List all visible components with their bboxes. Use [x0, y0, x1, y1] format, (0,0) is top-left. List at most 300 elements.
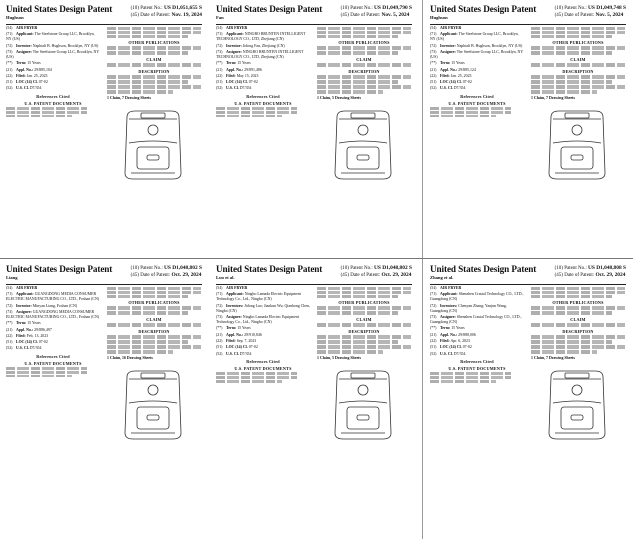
- air-fryer-icon: [531, 363, 623, 445]
- patent-date-label: (45) Date of Patent:: [340, 13, 381, 18]
- patent-meta: [555, 5, 626, 19]
- patent-date: Nov. 19, 2024: [171, 12, 202, 18]
- patent-left-column: [430, 26, 524, 119]
- field-label: Assignee:: [16, 309, 32, 314]
- patent-number-label: (10) Patent No.:: [340, 6, 373, 11]
- reference-list: [430, 372, 524, 382]
- bibliographic-field: [6, 286, 100, 291]
- bibliographic-field: [430, 315, 524, 325]
- patent-meta: [131, 265, 202, 279]
- patent-brand: United States Design Patent: [430, 4, 537, 14]
- reference-line: [317, 31, 411, 34]
- bibliographic-field: [430, 32, 524, 42]
- field-label: Filed:: [440, 338, 450, 343]
- field-label: Term:: [226, 326, 237, 331]
- text-line: [107, 46, 201, 49]
- bibliographic-field: [430, 304, 524, 314]
- text-line: [317, 345, 411, 348]
- field-label: U.S. Cl.: [16, 346, 29, 351]
- field-label: Assignee:: [16, 49, 32, 54]
- bibliographic-field: [430, 352, 524, 357]
- patent-front-page-p6: [430, 264, 626, 514]
- patent-date: Oct. 29, 2024: [381, 272, 412, 278]
- field-label: Appl. No.:: [226, 332, 244, 337]
- row-divider: [0, 258, 633, 259]
- bibliographic-field: [6, 44, 100, 49]
- field-code: (21): [430, 332, 437, 337]
- patent-front-page-p1: [6, 4, 202, 254]
- reference-list: [6, 367, 100, 377]
- field-code: (51): [430, 345, 437, 350]
- reference-line: [317, 287, 411, 290]
- text-line: [107, 85, 201, 88]
- reference-line: [216, 380, 282, 383]
- bibliographic-field: [430, 80, 524, 85]
- claims-summary: 1 Claim, 7 Drawing Sheets: [107, 95, 151, 100]
- bibliographic-field: [216, 44, 310, 49]
- text-line: [531, 51, 612, 54]
- field-value: 29/885,124: [458, 67, 476, 72]
- field-code: (72): [430, 43, 437, 48]
- bibliographic-field: [6, 340, 100, 345]
- bibliographic-field: [216, 292, 310, 302]
- bibliographic-field: [6, 74, 100, 79]
- field-value: 29/910,846: [244, 332, 262, 337]
- bibliographic-fields: [430, 286, 524, 357]
- bibliographic-field: [430, 74, 524, 79]
- field-label: AIR FRYER: [440, 26, 462, 30]
- claim-heading: CLAIM: [146, 316, 162, 322]
- field-label: U.S. Cl.: [440, 351, 453, 356]
- patent-brand: United States Design Patent: [216, 4, 323, 14]
- claim-heading: CLAIM: [146, 56, 162, 62]
- patent-brand: United States Design Patent: [430, 264, 537, 274]
- field-code: (72): [6, 43, 13, 48]
- description-heading: DESCRIPTION: [138, 328, 170, 334]
- other-publications-heading: OTHER PUBLICATIONS: [128, 299, 180, 305]
- patent-right-column: [317, 286, 411, 445]
- reference-line: [6, 367, 87, 370]
- field-code: (22): [6, 333, 13, 338]
- patent-date-label: (45) Date of Patent:: [554, 13, 595, 18]
- field-value: 07-02: [38, 340, 48, 345]
- field-label: LOC (14) Cl.: [226, 80, 248, 85]
- patent-header: [216, 4, 412, 25]
- field-label: Appl. No.:: [16, 67, 34, 72]
- field-code: (73): [430, 49, 437, 54]
- text-line: [107, 311, 188, 314]
- field-value: The Steelstone Group LLC, Brooklyn, NY (US): [6, 32, 95, 42]
- bibliographic-field: [430, 339, 524, 344]
- field-value: NINGBO BRUNTEN INTELLIGENT TECHNOLOGY CO., LTD, Zhejiang (CN): [216, 49, 304, 60]
- field-label: Appl. No.:: [16, 327, 34, 332]
- text-line: [317, 90, 383, 93]
- reference-line: [531, 31, 625, 34]
- patent-right-column: [107, 286, 201, 445]
- patent-left-column: [216, 286, 310, 384]
- bibliographic-field: [6, 321, 100, 326]
- bibliographic-field: [216, 352, 310, 357]
- patent-body: [216, 26, 412, 254]
- claim-heading: CLAIM: [570, 56, 586, 62]
- text-line: [531, 323, 625, 326]
- field-code: (54): [6, 26, 13, 30]
- text-line: [317, 311, 398, 314]
- field-label: AIR FRYER: [226, 286, 248, 290]
- air-fryer-icon: [317, 363, 409, 445]
- field-label: Applicant:: [440, 32, 458, 37]
- field-value: 15 Years: [27, 321, 41, 326]
- description-heading: DESCRIPTION: [348, 68, 380, 74]
- field-value: D7/354: [239, 86, 252, 91]
- bibliographic-field: [216, 286, 310, 291]
- field-value: 29/891,486: [244, 67, 262, 72]
- bibliographic-fields: [430, 26, 524, 92]
- field-label: Inventor:: [16, 303, 32, 308]
- field-label: AIR FRYER: [16, 26, 38, 30]
- bibliographic-fields: [216, 26, 310, 92]
- field-label: U.S. Cl.: [16, 86, 29, 91]
- field-label: Term:: [440, 61, 451, 66]
- field-code: (71): [6, 32, 13, 37]
- field-code: (73): [6, 309, 13, 314]
- patent-right-column: [531, 26, 625, 185]
- field-code: (73): [6, 49, 13, 54]
- field-label: Assignee:: [440, 315, 456, 320]
- text-line: [531, 46, 625, 49]
- references-heading: References Cited: [246, 358, 280, 364]
- reference-line: [430, 107, 511, 110]
- text-line: [531, 63, 625, 66]
- patent-left-column: [216, 26, 310, 119]
- air-fryer-icon: [531, 103, 623, 185]
- patent-body: [430, 286, 626, 514]
- text-line: [317, 335, 411, 338]
- field-value: 07-02: [248, 345, 258, 350]
- field-code: (51): [216, 345, 223, 350]
- bibliographic-field: [430, 44, 524, 49]
- reference-line: [107, 27, 201, 30]
- patent-number-label: (10) Patent No.:: [554, 6, 587, 11]
- bibliographic-fields: [216, 286, 310, 357]
- field-code: (52): [216, 86, 223, 91]
- bibliographic-field: [430, 333, 524, 338]
- field-value: D7/354: [29, 86, 42, 91]
- field-label: Appl. No.:: [226, 67, 244, 72]
- field-value: Ningbo Lamada Electric Equipment Technology Co., Ltd., Ningbo (CN): [216, 315, 300, 325]
- reference-line: [531, 287, 625, 290]
- patent-right-column: [317, 26, 411, 185]
- reference-line: [317, 27, 411, 30]
- field-code: (51): [216, 80, 223, 85]
- reference-list-continued: [531, 287, 625, 297]
- bibliographic-field: [6, 61, 100, 66]
- field-value: D7/354: [239, 351, 252, 356]
- patent-date-label: (45) Date of Patent:: [554, 273, 595, 278]
- bibliographic-field: [6, 32, 100, 42]
- field-code: (71): [430, 292, 437, 297]
- bibliographic-field: [216, 61, 310, 66]
- bibliographic-field: [216, 32, 310, 42]
- field-label: AIR FRYER: [440, 286, 462, 290]
- field-code: (21): [216, 332, 223, 337]
- patent-number: US D1,049,790 S: [373, 5, 412, 11]
- patent-number-label: (10) Patent No.:: [130, 6, 163, 11]
- bibliographic-field: [216, 315, 310, 325]
- text-line: [107, 335, 201, 338]
- field-code: (**): [430, 61, 437, 66]
- field-code: (**): [6, 61, 13, 66]
- other-publications-heading: OTHER PUBLICATIONS: [338, 39, 390, 45]
- field-label: Applicant:: [440, 292, 458, 297]
- field-code: (54): [216, 286, 223, 290]
- bibliographic-field: [430, 326, 524, 331]
- text-line: [531, 80, 612, 83]
- references-heading: References Cited: [36, 93, 70, 99]
- patent-number-label: (10) Patent No.:: [340, 266, 373, 271]
- text-line: [107, 350, 173, 353]
- field-label: Appl. No.:: [440, 67, 458, 72]
- patent-body: [216, 286, 412, 514]
- reference-line: [531, 291, 625, 294]
- bibliographic-field: [6, 310, 100, 320]
- field-label: Appl. No.:: [440, 332, 458, 337]
- field-code: (73): [430, 315, 437, 320]
- field-value: Shenzhen Crastal Technology CO., LTD., Guangdong (CN): [430, 315, 522, 325]
- text-line: [107, 63, 201, 66]
- references-heading: References Cited: [460, 358, 494, 364]
- field-value: The Steelstone Group LLC, Brooklyn, NY (US): [430, 32, 519, 42]
- bibliographic-field: [430, 50, 524, 60]
- us-docs-heading: U.S. PATENT DOCUMENTS: [448, 100, 506, 106]
- patent-front-page-p3: [430, 4, 626, 254]
- patent-meta: [555, 265, 626, 279]
- bibliographic-field: [6, 68, 100, 73]
- field-code: (54): [6, 286, 13, 290]
- patent-header: [216, 264, 412, 285]
- field-value: D7/354: [29, 346, 42, 351]
- reference-line: [531, 295, 612, 298]
- patent-inventor: Hughson: [430, 15, 448, 20]
- field-value: Jidong Fan, Zhejiang (CN): [242, 43, 285, 48]
- field-value: 29/885,104: [34, 67, 52, 72]
- bibliographic-field: [430, 345, 524, 350]
- field-label: Inventor:: [226, 43, 242, 48]
- patent-meta: [131, 5, 202, 19]
- field-label: LOC (14) Cl.: [440, 80, 462, 85]
- bibliographic-field: [430, 286, 524, 291]
- field-label: U.S. Cl.: [226, 351, 239, 356]
- field-label: AIR FRYER: [16, 286, 38, 290]
- bibliographic-field: [216, 326, 310, 331]
- patent-front-page-p2: [216, 4, 412, 254]
- reference-line: [430, 380, 496, 383]
- air-fryer-drawing: [317, 363, 409, 445]
- field-code: (54): [430, 286, 437, 290]
- air-fryer-drawing: [531, 363, 623, 445]
- field-value: 07-02: [462, 345, 472, 350]
- claim-heading: CLAIM: [356, 316, 372, 322]
- reference-line: [317, 35, 398, 38]
- field-value: 15 Years: [27, 61, 41, 66]
- patent-inventor: Hughson: [6, 15, 24, 20]
- text-line: [317, 63, 411, 66]
- field-code: (51): [6, 80, 13, 85]
- patent-meta: [341, 5, 412, 19]
- field-label: Filed:: [440, 73, 450, 78]
- field-label: Applicant:: [226, 292, 244, 297]
- text-line: [107, 75, 201, 78]
- reference-line: [430, 115, 496, 118]
- field-label: Assignee:: [440, 49, 456, 54]
- field-label: Inventors:: [440, 303, 458, 308]
- field-code: (73): [216, 315, 223, 320]
- claims-summary: 1 Claim, 5 Drawing Sheets: [317, 95, 361, 100]
- reference-list: [216, 372, 310, 382]
- field-label: Inventor:: [16, 43, 32, 48]
- bibliographic-field: [430, 61, 524, 66]
- bibliographic-field: [216, 50, 310, 60]
- patent-brand: United States Design Patent: [6, 264, 113, 274]
- patent-date-label: (45) Date of Patent:: [340, 273, 381, 278]
- field-code: (72): [216, 303, 223, 308]
- patent-left-column: [6, 26, 100, 119]
- field-value: Apr. 6, 2023: [450, 338, 470, 343]
- field-label: Term:: [226, 61, 237, 66]
- text-line: [107, 51, 188, 54]
- air-fryer-icon: [317, 103, 409, 185]
- reference-line: [531, 27, 625, 30]
- text-line: [531, 350, 597, 353]
- text-line: [107, 80, 188, 83]
- patent-header: [6, 264, 202, 285]
- claims-summary: 1 Claim, 7 Drawing Sheets: [531, 355, 575, 360]
- reference-line: [107, 35, 188, 38]
- field-label: Applicant:: [16, 292, 34, 297]
- description-heading: DESCRIPTION: [348, 328, 380, 334]
- air-fryer-drawing: [107, 363, 199, 445]
- field-value: Minyan Liang, Foshan (CN): [32, 303, 78, 308]
- us-docs-heading: U.S. PATENT DOCUMENTS: [448, 365, 506, 371]
- air-fryer-drawing: [317, 103, 409, 185]
- references-heading: References Cited: [36, 353, 70, 359]
- field-value: Shenzhen Crastal Technology CO., LTD., Guangdong (CN): [430, 292, 524, 302]
- field-label: Term:: [16, 61, 27, 66]
- field-label: Term:: [440, 326, 451, 331]
- patent-number: US D1,048,802 S: [163, 265, 202, 271]
- description-heading: DESCRIPTION: [138, 68, 170, 74]
- field-code: (51): [6, 340, 13, 345]
- other-publications-heading: OTHER PUBLICATIONS: [338, 299, 390, 305]
- field-value: D7/354: [453, 86, 466, 91]
- text-line: [317, 340, 398, 343]
- description-heading: DESCRIPTION: [562, 68, 594, 74]
- bibliographic-field: [216, 339, 310, 344]
- bibliographic-field: [6, 328, 100, 333]
- text-line: [107, 306, 201, 309]
- bibliographic-field: [216, 333, 310, 338]
- reference-line: [216, 376, 297, 379]
- field-value: The Steelstone Group LLC, Brooklyn, NY (US): [6, 49, 99, 60]
- references-heading: References Cited: [460, 93, 494, 99]
- reference-list-continued: [107, 27, 201, 37]
- field-value: The Steelstone Group LLC, Brooklyn, NY (US): [430, 49, 523, 60]
- reference-line: [107, 291, 201, 294]
- us-docs-heading: U.S. PATENT DOCUMENTS: [24, 360, 82, 366]
- patent-header: [430, 264, 626, 285]
- text-line: [531, 340, 612, 343]
- bibliographic-field: [6, 334, 100, 339]
- field-value: 29/888,006: [458, 332, 476, 337]
- field-value: Jan. 25, 2023: [26, 73, 48, 78]
- field-value: NINGBO BRUNTEN INTELLIGENT TECHNOLOGY CO., LTD, Zhejiang (CN): [216, 32, 306, 42]
- field-label: Filed:: [226, 338, 236, 343]
- bibliographic-field: [430, 68, 524, 73]
- field-code: (21): [6, 327, 13, 332]
- field-code: (22): [216, 73, 223, 78]
- patent-header: [430, 4, 626, 25]
- field-value: 15 Years: [451, 326, 465, 331]
- bibliographic-field: [6, 346, 100, 351]
- bibliographic-field: [430, 86, 524, 91]
- field-value: 07-02: [462, 80, 472, 85]
- patent-number: US D1,051,655 S: [163, 5, 202, 11]
- text-line: [317, 46, 411, 49]
- patent-date: Oct. 29, 2024: [171, 272, 202, 278]
- reference-line: [216, 372, 297, 375]
- field-code: (52): [430, 86, 437, 91]
- patent-inventor: Luo et al.: [216, 275, 235, 280]
- air-fryer-icon: [107, 363, 199, 445]
- text-line: [531, 335, 625, 338]
- reference-line: [430, 376, 511, 379]
- patent-number-label: (10) Patent No.:: [130, 266, 163, 271]
- reference-line: [216, 107, 297, 110]
- reference-line: [107, 31, 201, 34]
- field-label: Filed:: [16, 73, 26, 78]
- field-value: GUANGDONG MEDIA CONSUMER ELECTRIC MANUFACTURING CO., LTD., Foshan (CN): [6, 309, 100, 320]
- reference-list-continued: [317, 27, 411, 37]
- field-code: (52): [430, 351, 437, 356]
- bibliographic-field: [216, 68, 310, 73]
- field-code: (21): [430, 67, 437, 72]
- patent-date: Nov. 5, 2024: [595, 12, 624, 18]
- patent-inventor: Fan: [216, 15, 224, 20]
- text-line: [531, 311, 612, 314]
- bibliographic-field: [6, 304, 100, 309]
- bibliographic-fields: [6, 286, 100, 352]
- field-code: (52): [6, 86, 13, 91]
- bibliographic-field: [430, 292, 524, 302]
- field-code: (52): [6, 346, 13, 351]
- reference-line: [531, 35, 612, 38]
- other-publications-heading: OTHER PUBLICATIONS: [552, 299, 604, 305]
- field-value: Sep. 7, 2023: [236, 338, 257, 343]
- text-line: [531, 85, 625, 88]
- field-code: (71): [216, 32, 223, 37]
- field-code: (**): [216, 61, 223, 66]
- field-code: (71): [430, 32, 437, 37]
- field-value: D7/354: [453, 351, 466, 356]
- reference-line: [6, 375, 72, 378]
- patent-brand: United States Design Patent: [216, 264, 323, 274]
- field-code: (**): [216, 326, 223, 331]
- column-divider: [422, 0, 423, 539]
- air-fryer-icon: [107, 103, 199, 185]
- field-label: U.S. Cl.: [226, 86, 239, 91]
- patent-date-label: (45) Date of Patent:: [130, 13, 171, 18]
- patent-number: US D1,048,802 S: [373, 265, 412, 271]
